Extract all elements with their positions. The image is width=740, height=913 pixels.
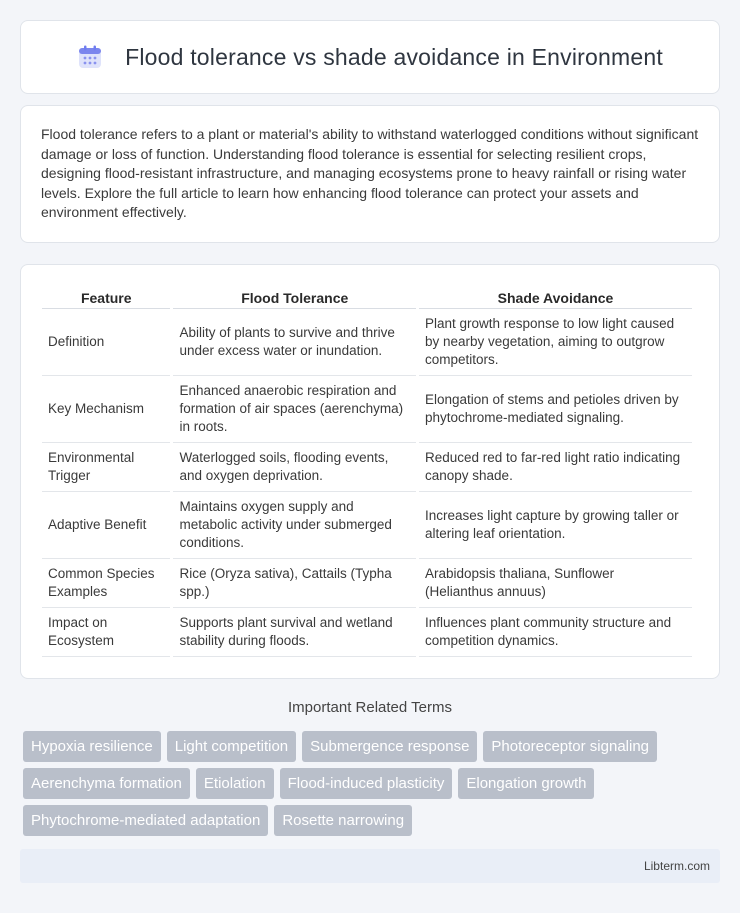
related-term-tag[interactable]: Elongation growth: [458, 768, 594, 799]
footer-site-link[interactable]: Libterm.com: [643, 859, 710, 873]
intro-text: Flood tolerance refers to a plant or material's ability to withstand waterlogged conditions without significant damage or loss of function. Understanding flood tolerance is essential for selecting resilient crops, designing flood-resistant infrastructure, and managing ecosystems prone to heavy rainfall or rising water levels. Explore the full article to learn how enhancing flood tolerance can protect your assets and environment effectively.: [41, 126, 699, 221]
row-shade-avoidance: Reduced red to far-red light ratio indicating canopy shade.: [419, 443, 692, 492]
related-term-tag[interactable]: Hypoxia resilience: [23, 731, 161, 762]
row-feature: Environmental Trigger: [42, 443, 170, 492]
row-feature: Adaptive Benefit: [42, 492, 170, 559]
table-header-row: [42, 285, 692, 309]
calendar-icon: [77, 44, 103, 70]
related-term-tag[interactable]: Phytochrome-mediated adaptation: [23, 805, 268, 836]
row-flood-tolerance: Enhanced anaerobic respiration and formation of air spaces (aerenchyma) in roots.: [173, 376, 416, 443]
related-term-tag[interactable]: Etiolation: [196, 768, 274, 799]
header-feature: Feature: [42, 285, 170, 309]
related-term-tag[interactable]: Flood-induced plasticity: [280, 768, 453, 799]
table-row: [42, 492, 692, 559]
header-shade-avoidance: Shade Avoidance: [419, 285, 692, 309]
row-feature: Common Species Examples: [42, 559, 170, 608]
table-row: [42, 443, 692, 492]
row-shade-avoidance: Increases light capture by growing taller or altering leaf orientation.: [419, 492, 692, 559]
related-terms-title: Important Related Terms: [288, 699, 452, 716]
row-feature: Impact on Ecosystem: [42, 608, 170, 657]
table-row: [42, 559, 692, 608]
row-flood-tolerance: Ability of plants to survive and thrive under excess water or inundation.: [173, 309, 416, 376]
row-feature: Definition: [42, 309, 170, 376]
related-term-tag[interactable]: Photoreceptor signaling: [483, 731, 657, 762]
row-flood-tolerance: Supports plant survival and wetland stability during floods.: [173, 608, 416, 657]
header-card: [20, 20, 720, 94]
header-flood-tolerance: Flood Tolerance: [173, 285, 416, 309]
related-term-tag[interactable]: Rosette narrowing: [274, 805, 412, 836]
row-shade-avoidance: Plant growth response to low light caused by nearby vegetation, aiming to outgrow competitors.: [419, 309, 692, 376]
footer: [20, 849, 720, 883]
row-flood-tolerance: Maintains oxygen supply and metabolic activity under submerged conditions.: [173, 492, 416, 559]
row-feature: Key Mechanism: [42, 376, 170, 443]
row-flood-tolerance: Waterlogged soils, flooding events, and oxygen deprivation.: [173, 443, 416, 492]
row-shade-avoidance: Elongation of stems and petioles driven by phytochrome-mediated signaling.: [419, 376, 692, 443]
row-flood-tolerance: Rice (Oryza sativa), Cattails (Typha spp.): [173, 559, 416, 608]
comparison-table: [39, 285, 695, 657]
table-row: [42, 376, 692, 443]
related-term-tag[interactable]: Light competition: [167, 731, 296, 762]
table-row: [42, 608, 692, 657]
row-shade-avoidance: Arabidopsis thaliana, Sunflower (Helianthus annuus): [419, 559, 692, 608]
related-terms-list: [23, 731, 723, 842]
related-term-tag[interactable]: Submergence response: [302, 731, 477, 762]
intro-card: [20, 105, 720, 243]
comparison-table-card: [20, 264, 720, 679]
page-title: Flood tolerance vs shade avoidance in Environment: [125, 43, 663, 70]
related-term-tag[interactable]: Aerenchyma formation: [23, 768, 190, 799]
row-shade-avoidance: Influences plant community structure and competition dynamics.: [419, 608, 692, 657]
table-row: [42, 309, 692, 376]
